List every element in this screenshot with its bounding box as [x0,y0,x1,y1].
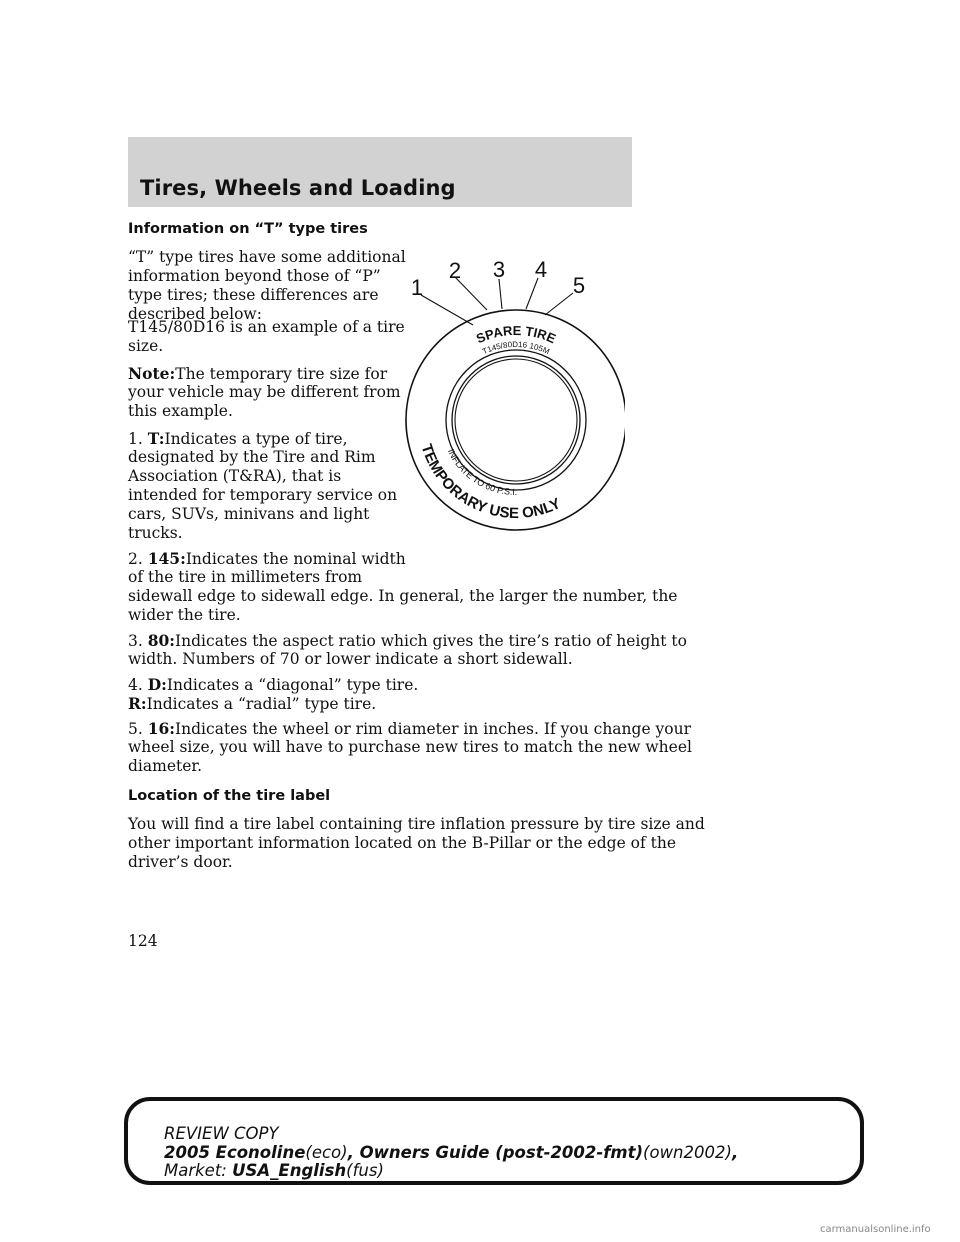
term: D: [147,675,167,694]
section2-line: You will find a tire label containing tire inflation pressure by tire size and [128,815,705,833]
callout-5: 5 [572,273,586,298]
list-item-line: sidewall edge to sidewall edge. In general, the larger the number, the [128,587,678,605]
para1-line: “T” type tires have some additional [128,248,406,266]
note-line: this example. [128,402,233,420]
review-copy-label: REVIEW COPY [164,1124,279,1143]
size-code-label: T145/80D16 105M [481,339,551,357]
term: 80: [147,631,176,650]
tire-sidewall-figure [395,245,625,545]
list-item-line: intended for temporary service on [128,486,398,504]
section2-line: driver’s door. [128,853,233,871]
callout-leader-4 [526,278,538,309]
tire-bead-ring-inner [452,356,580,484]
watermark: carmanualsonline.info [820,1224,931,1235]
term: T: [147,429,165,448]
term: 145: [147,549,186,568]
spare-tire-label: SPARE TIRE [473,322,559,347]
list-item-line: diameter. [128,757,203,775]
list-item-line: Association (T&RA), that is [128,467,342,485]
callout-leader-3 [499,279,502,309]
callout-4: 4 [534,257,548,282]
list-item-4: 4. D:Indicates a “diagonal” type tire. [128,675,419,694]
footer-market-line: Market: USA_English(fus) [164,1161,384,1180]
callout-1: 1 [410,275,424,300]
list-item-4-radial: R:Indicates a “radial” type tire. [128,694,377,713]
callout-2: 2 [448,258,462,283]
list-item-3: 3. 80:Indicates the aspect ratio which gives the tire’s ratio of height to [128,631,687,650]
callout-3: 3 [492,257,506,282]
rim-circle [455,359,577,481]
section-heading-tire-label: Location of the tire label [128,788,331,804]
list-item-5: 5. 16:Indicates the wheel or rim diameter in inches. If you change your [128,719,692,738]
list-item-line: cars, SUVs, minivans and light [128,505,370,523]
section-heading-t-type: Information on “T” type tires [128,221,368,237]
temporary-use-label: TEMPORARY USE ONLY [417,442,564,523]
list-item-2: 2. 145:Indicates the nominal width [128,549,406,568]
note-line: your vehicle may be different from [128,383,401,401]
list-item-line: trucks. [128,524,183,542]
page-number: 124 [128,932,158,950]
list-item-line: designated by the Tire and Rim [128,448,376,466]
note-line: Note:The temporary tire size for [128,364,388,383]
list-item-line: of the tire in millimeters from [128,568,363,586]
callout-leader-5 [545,293,573,315]
para1-line: described below: [128,305,262,323]
footer-doc-line: 2005 Econoline(eco), Owners Guide (post-2002-fmt)(own2002), [164,1143,739,1162]
list-item-line: width. Numbers of 70 or lower indicate a short sidewall. [128,650,573,668]
note-label: Note: [128,364,176,383]
list-item-line: wheel size, you will have to purchase new tires to match the new wheel [128,738,692,756]
para2-line: size. [128,337,164,355]
section2-line: other important information located on the B-Pillar or the edge of the [128,834,677,852]
para1-line: type tires; these differences are [128,286,379,304]
para1-line: information beyond those of “P” [128,267,381,285]
term: R: [128,694,147,713]
inflate-label: INFLATE TO 60 P.S.I. [445,447,518,498]
callout-leader-1 [421,295,473,325]
list-item-line: wider the tire. [128,606,241,624]
term: 16: [147,719,176,738]
list-item-1: 1. T:Indicates a type of tire, [128,429,348,448]
para2-line: T145/80D16 is an example of a tire [128,318,405,336]
page-title: Tires, Wheels and Loading [140,176,456,200]
